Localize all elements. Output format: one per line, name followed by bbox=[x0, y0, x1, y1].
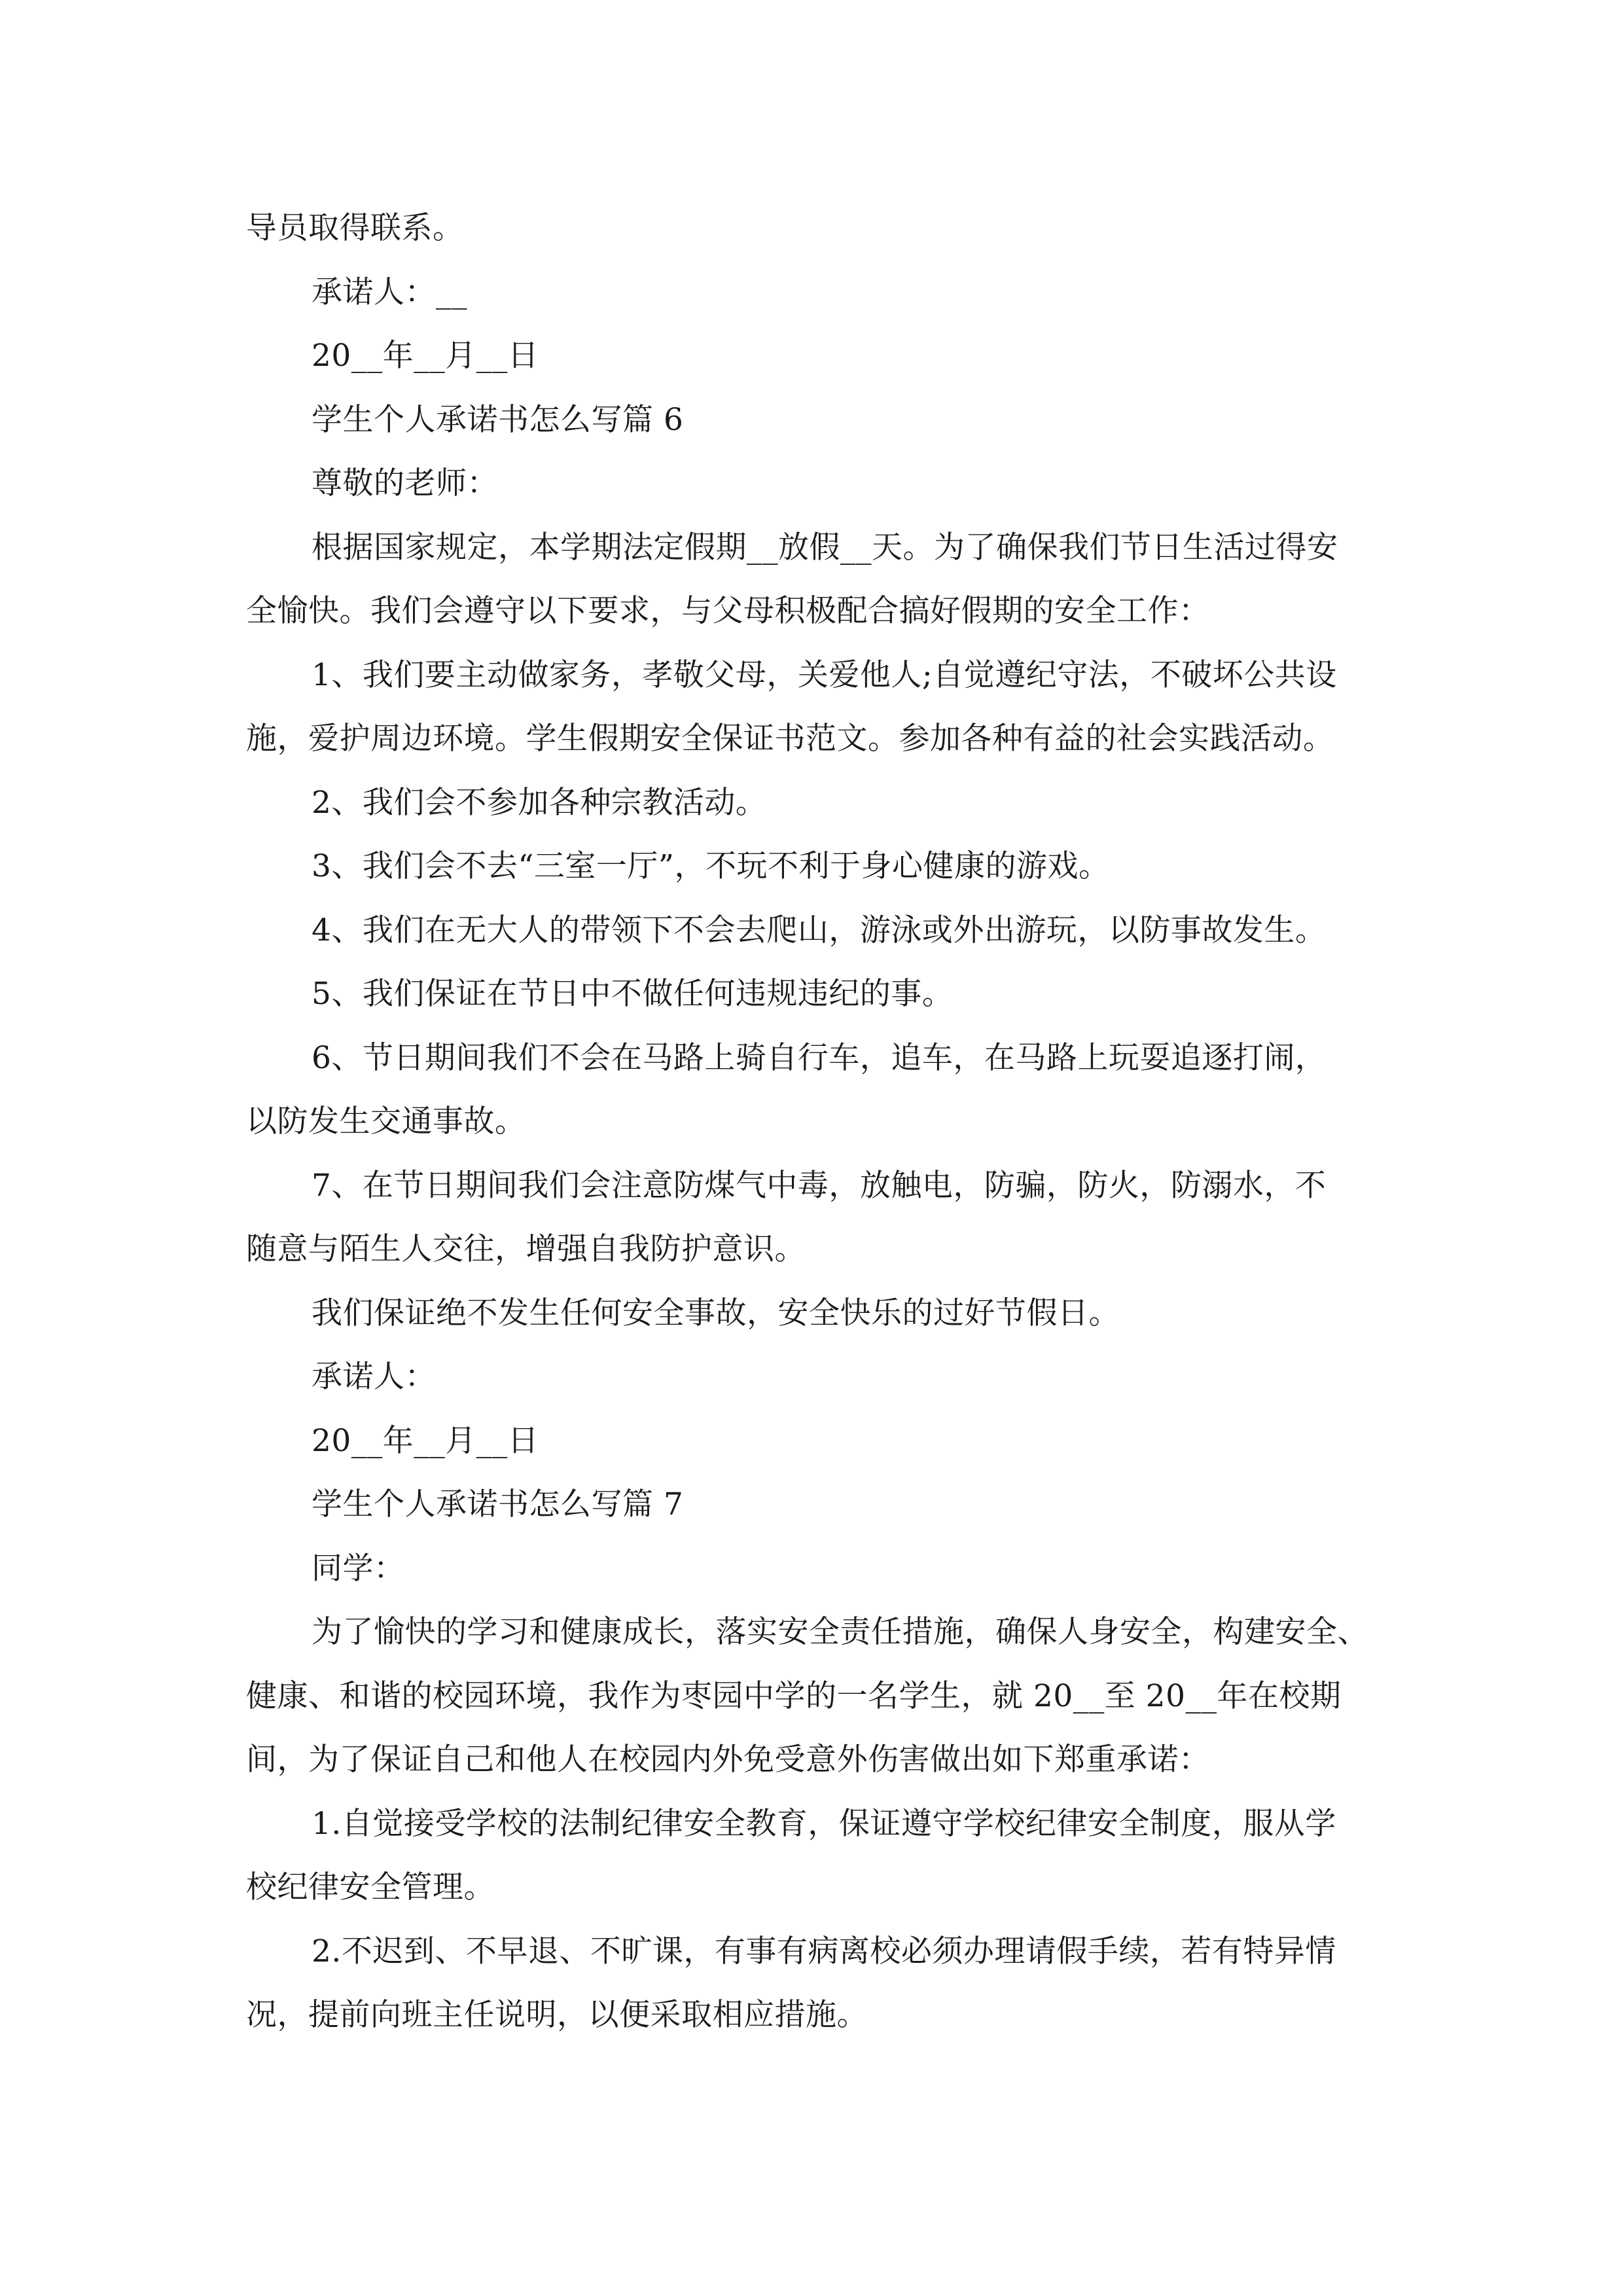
salutation: 尊敬的老师： bbox=[312, 465, 498, 501]
text-line: 我们保证绝不发生任何安全事故，安全快乐的过好节假日。 bbox=[312, 1295, 1120, 1331]
text-line: 为了愉快的学习和健康成长，落实安全责任措施，确保人身安全，构建安全、 bbox=[312, 1614, 1368, 1650]
signatory-line: 承诺人：__ bbox=[312, 274, 467, 310]
text-line: 间，为了保证自己和他人在校园内外免受意外伤害做出如下郑重承诺： bbox=[246, 1742, 1210, 1778]
text-line: 施，爱护周边环境。学生假期安全保证书范文。参加各种有益的社会实践活动。 bbox=[246, 721, 1334, 757]
text-line: 5、我们保证在节日中不做任何违规违纪的事。 bbox=[312, 976, 954, 1012]
text-line: 7、在节日期间我们会注意防煤气中毒，放触电，防骗，防火，防溺水，不 bbox=[312, 1167, 1327, 1204]
date-line: 20__年__月__日 bbox=[312, 1422, 539, 1459]
text-line: 以防发生交通事故。 bbox=[246, 1103, 526, 1139]
document-page bbox=[246, 196, 1390, 2047]
text-line: 2、我们会不参加各种宗教活动。 bbox=[312, 784, 767, 821]
text-line: 2.不迟到、不早退、不旷课，有事有病离校必须办理请假手续，若有特异情 bbox=[312, 1933, 1336, 1969]
text-line: 随意与陌生人交往，增强自我防护意识。 bbox=[246, 1231, 806, 1267]
text-line: 3、我们会不去“三室一厅”，不玩不利于身心健康的游戏。 bbox=[312, 848, 1110, 884]
text-line: 1、我们要主动做家务，孝敬父母，关爱他人;自觉遵纪守法，不破坏公共设 bbox=[312, 656, 1337, 693]
section-title: 学生个人承诺书怎么写篇 6 bbox=[312, 401, 684, 438]
text-line: 6、节日期间我们不会在马路上骑自行车，追车，在马路上玩耍追逐打闹， bbox=[312, 1039, 1327, 1076]
date-line: 20__年__月__日 bbox=[312, 338, 539, 374]
section-title: 学生个人承诺书怎么写篇 7 bbox=[312, 1486, 684, 1522]
text-line: 况，提前向班主任说明，以便采取相应措施。 bbox=[246, 1997, 868, 2033]
text-line: 根据国家规定，本学期法定假期__放假__天。为了确保我们节日生活过得安 bbox=[312, 529, 1338, 565]
text-line: 4、我们在无大人的带领下不会去爬山，游泳或外出游玩，以防事故发生。 bbox=[312, 912, 1327, 948]
text-line: 校纪律安全管理。 bbox=[246, 1869, 495, 1905]
text-line: 全愉快。我们会遵守以下要求，与父母积极配合搞好假期的安全工作： bbox=[246, 593, 1210, 629]
text-line: 1.自觉接受学校的法制纪律安全教育，保证遵守学校纪律安全制度，服从学 bbox=[312, 1805, 1336, 1842]
salutation: 同学： bbox=[312, 1550, 405, 1587]
text-line: 导员取得联系。 bbox=[246, 210, 464, 246]
text-line: 健康、和谐的校园环境，我作为枣园中学的一名学生，就 20__至 20__年在校期 bbox=[246, 1677, 1342, 1714]
signatory-line: 承诺人： bbox=[312, 1359, 436, 1395]
